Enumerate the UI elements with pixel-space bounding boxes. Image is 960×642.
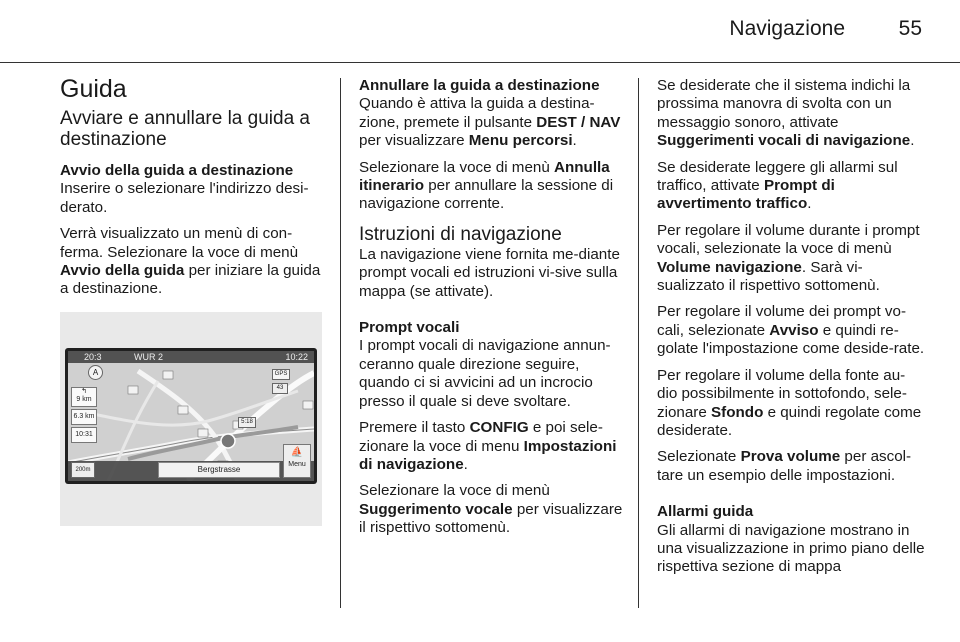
next-turn-panel: ↰ 9 km [71,387,97,407]
page-number: 55 [898,17,922,40]
current-street[interactable]: Bergstrasse [158,462,280,478]
column-1 [60,74,326,307]
compass-icon[interactable]: A [88,365,103,380]
paragraph: Inserire o selezionare l'indirizzo desi-derato. [60,180,309,216]
paragraph: Selezionate Prova volume per ascol-tare un esempio delle impostazioni. [657,448,912,484]
running-title: Navigazione [729,17,845,40]
navigation-icon: ⛵ [290,447,304,458]
subsection-heading: Istruzioni di navigazione [359,223,562,245]
paragraph: Premere il tasto CONFIG e poi sele-zionare la voce di menu Impostazioni di navigazione. [359,419,617,473]
column-divider [638,78,639,608]
paragraph-heading: Prompt vocali [359,319,460,337]
bottom-bar [68,461,314,481]
road-label: WUR 2 [134,352,163,362]
page-header [0,0,960,63]
paragraph: Gli allarmi di navigazione mostrano in una visualizzazione in primo piano delle rispettiva sezione di mappa [657,521,925,576]
column-3 [657,77,925,585]
paragraph-heading: Allarmi guida [657,503,754,521]
clock-left: 20:3 [84,352,102,362]
status-bar [68,351,314,363]
paragraph: Selezionare la voce di menù Annulla itinerario per annullare la sessione di navigazione corrente. [359,158,614,213]
navigation-screen-figure [60,312,322,526]
arrival-time: 10:31 [71,427,97,443]
paragraph: La navigazione viene fornita me-diante prompt vocali ed istruzioni vi-sive sulla mappa (se attivate). [359,245,620,300]
subsection-heading: Avviare e annullare la guida a destinazione [60,108,310,150]
road-badge: 43 [272,383,288,394]
display-bezel [65,348,317,484]
column-2 [359,77,627,546]
paragraph: Per regolare il volume durante i prompt vocali, selezionate la voce di menù Volume navigazione. Sarà vi-sualizzato il rispettivo sottomenù. [657,221,920,295]
section-heading: Guida [60,75,127,103]
map-scale[interactable]: 200m [71,462,95,478]
gps-badge: GPS [272,369,290,380]
paragraph: Selezionare la voce di menù Suggerimento vocale per visualizzare il rispettivo sottomenù. [359,482,623,537]
column-divider [340,78,341,608]
paragraph: Per regolare il volume dei prompt vo-cali, selezionate Avviso e quindi re-golate l'impostazione come deside-rate. [657,303,925,358]
road-badge: 5:18 [238,417,256,428]
paragraph: Per regolare il volume della fonte au-dio possibilmente in sottofondo, sele-zionare Sfondo e quindi regolate come desiderate. [657,366,922,439]
distance-remaining: 6.3 km [71,409,97,425]
paragraph: Se desiderate che il sistema indichi la prossima manovra di svolta con un messaggio sonoro, attivate Suggerimenti vocali di navigazione. [657,77,915,150]
paragraph: Se desiderate leggere gli allarmi sul traffico, attivate Prompt di avvertimento traffico. [657,158,898,213]
paragraph-heading: Annullare la guida a destinazione [359,77,600,94]
clock-right: 10:22 [285,352,308,362]
paragraph: Quando è attiva la guida a destina-zione, premete il pulsante DEST / NAV per visualizzare Menu percorsi. [359,95,621,150]
map-view [68,351,314,481]
paragraph-heading: Avvio della guida a destinazione [60,162,294,179]
menu-button[interactable]: ⛵ Menu [283,444,311,478]
paragraph: Verrà visualizzato un menù di con-ferma. Selezionare la voce di menù Avvio della guida per iniziare la guida a destinazione. [60,225,321,298]
paragraph: I prompt vocali di navigazione annun-ceranno quale direzione seguire, quando ci si avvicini ad un incrocio presso il quale si deve svoltare. [359,337,611,410]
